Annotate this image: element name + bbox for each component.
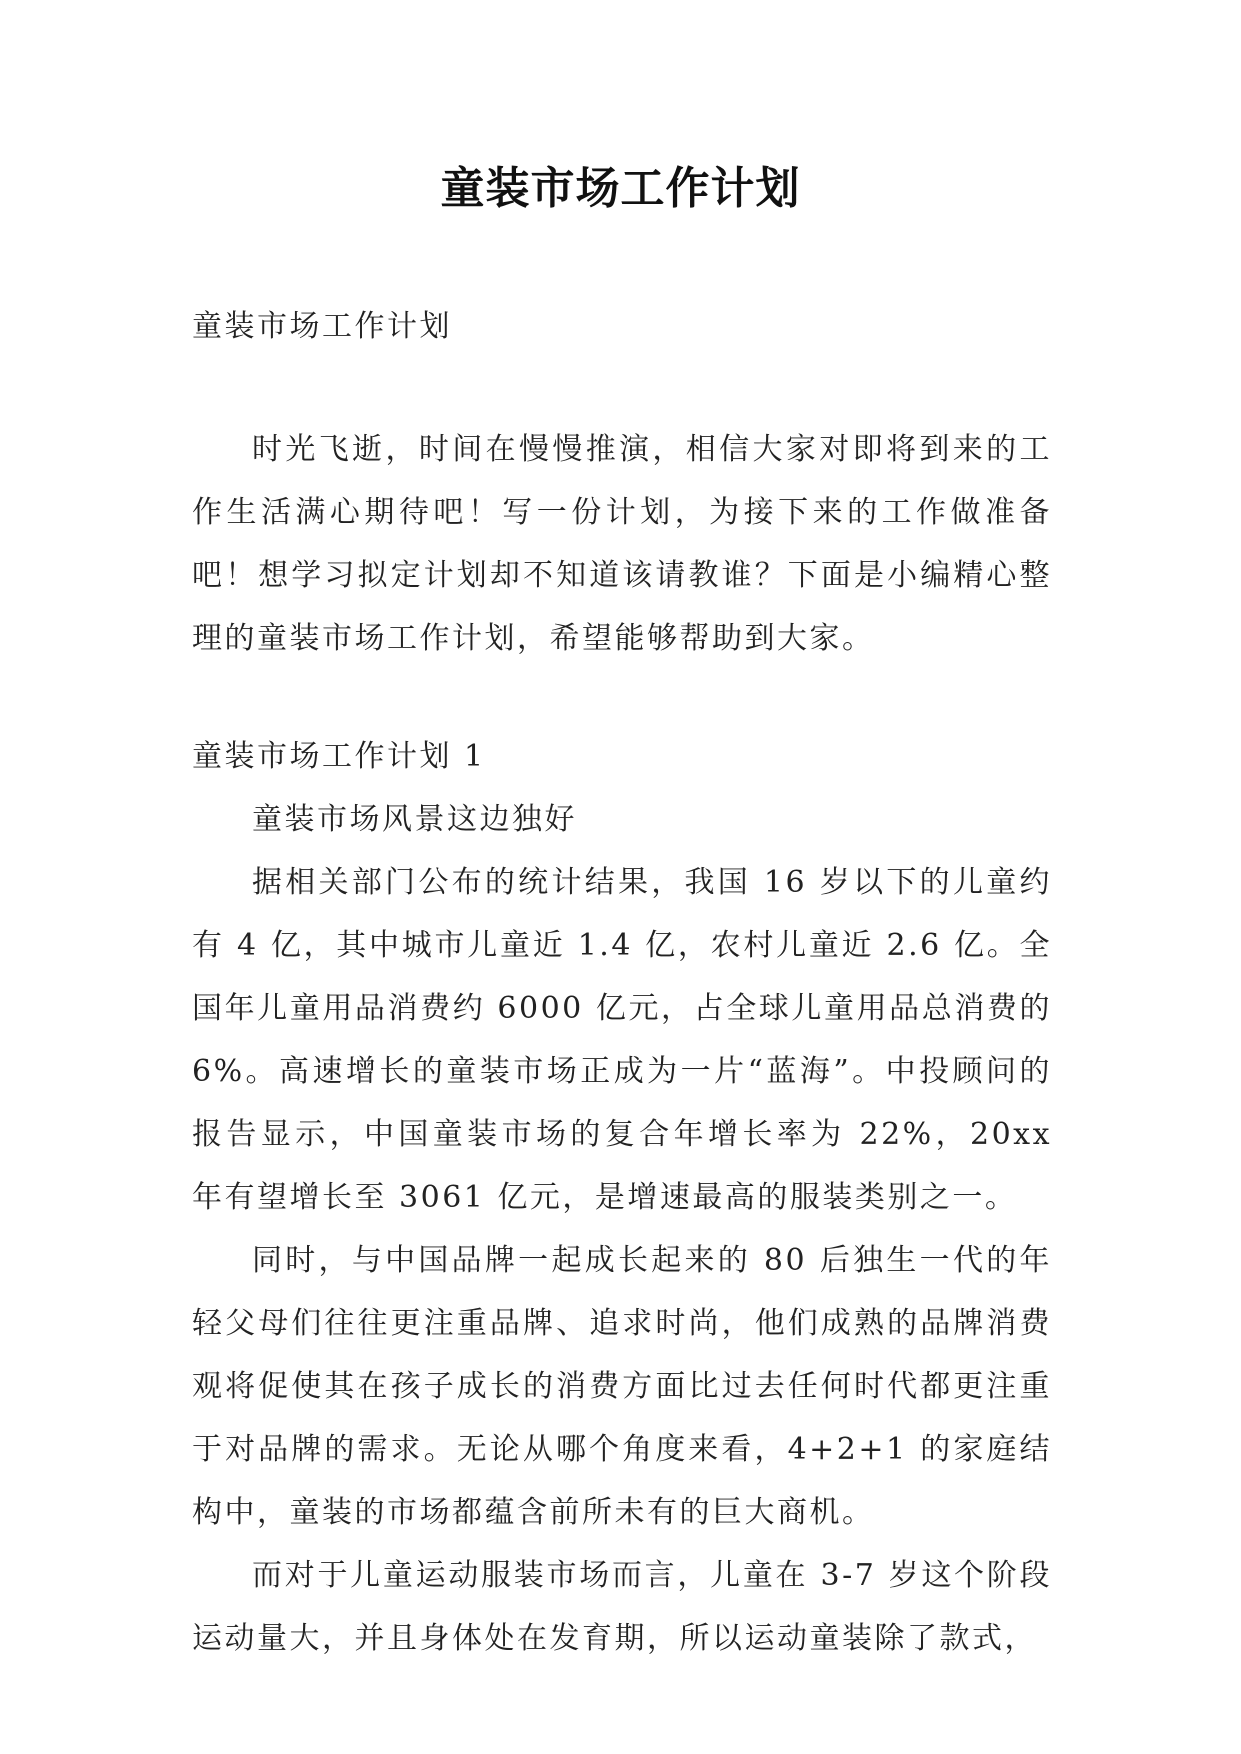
intro-paragraph: 时光飞逝，时间在慢慢推演，相信大家对即将到来的工作生活满心期待吧！写一份计划，为接下来的工作做准备吧！想学习拟定计划却不知道该请教谁？下面是小编精心整理的童装市场工作计划，希望能够帮助到大家。 [192, 432, 1052, 656]
document-subtitle: 童装市场工作计划 [192, 309, 452, 344]
document-body [192, 295, 1052, 1670]
body-paragraph: 据相关部门公布的统计结果，我国 16 岁以下的儿童约有 4 亿，其中城市儿童近 1.4 亿，农村儿童近 2.6 亿。全国年儿童用品消费约 6000 亿元，占全球儿童用品总消费的 6%。高速增长的童装市场正成为一片“蓝海”。中投顾问的报告显示，中国童装市场的复合年增长率为 22%，20xx 年有望增长至 3061 亿元，是增速最高的服装类别之一。 [192, 865, 1052, 1215]
section-heading: 童装市场工作计划 1 [192, 739, 486, 774]
section-subheading: 童装市场风景这边独好 [252, 802, 577, 837]
body-paragraph: 而对于儿童运动服装市场而言，儿童在 3-7 岁这个阶段运动量大，并且身体处在发育期，所以运动童装除了款式， [192, 1558, 1052, 1656]
body-paragraph: 同时，与中国品牌一起成长起来的 80 后独生一代的年轻父母们往往更注重品牌、追求时尚，他们成熟的品牌消费观将促使其在孩子成长的消费方面比过去任何时代都更注重于对品牌的需求。无论从哪个角度来看，4+2+1 的家庭结构中，童装的市场都蕴含前所未有的巨大商机。 [192, 1243, 1052, 1530]
document-title: 童装市场工作计划 [440, 163, 801, 214]
